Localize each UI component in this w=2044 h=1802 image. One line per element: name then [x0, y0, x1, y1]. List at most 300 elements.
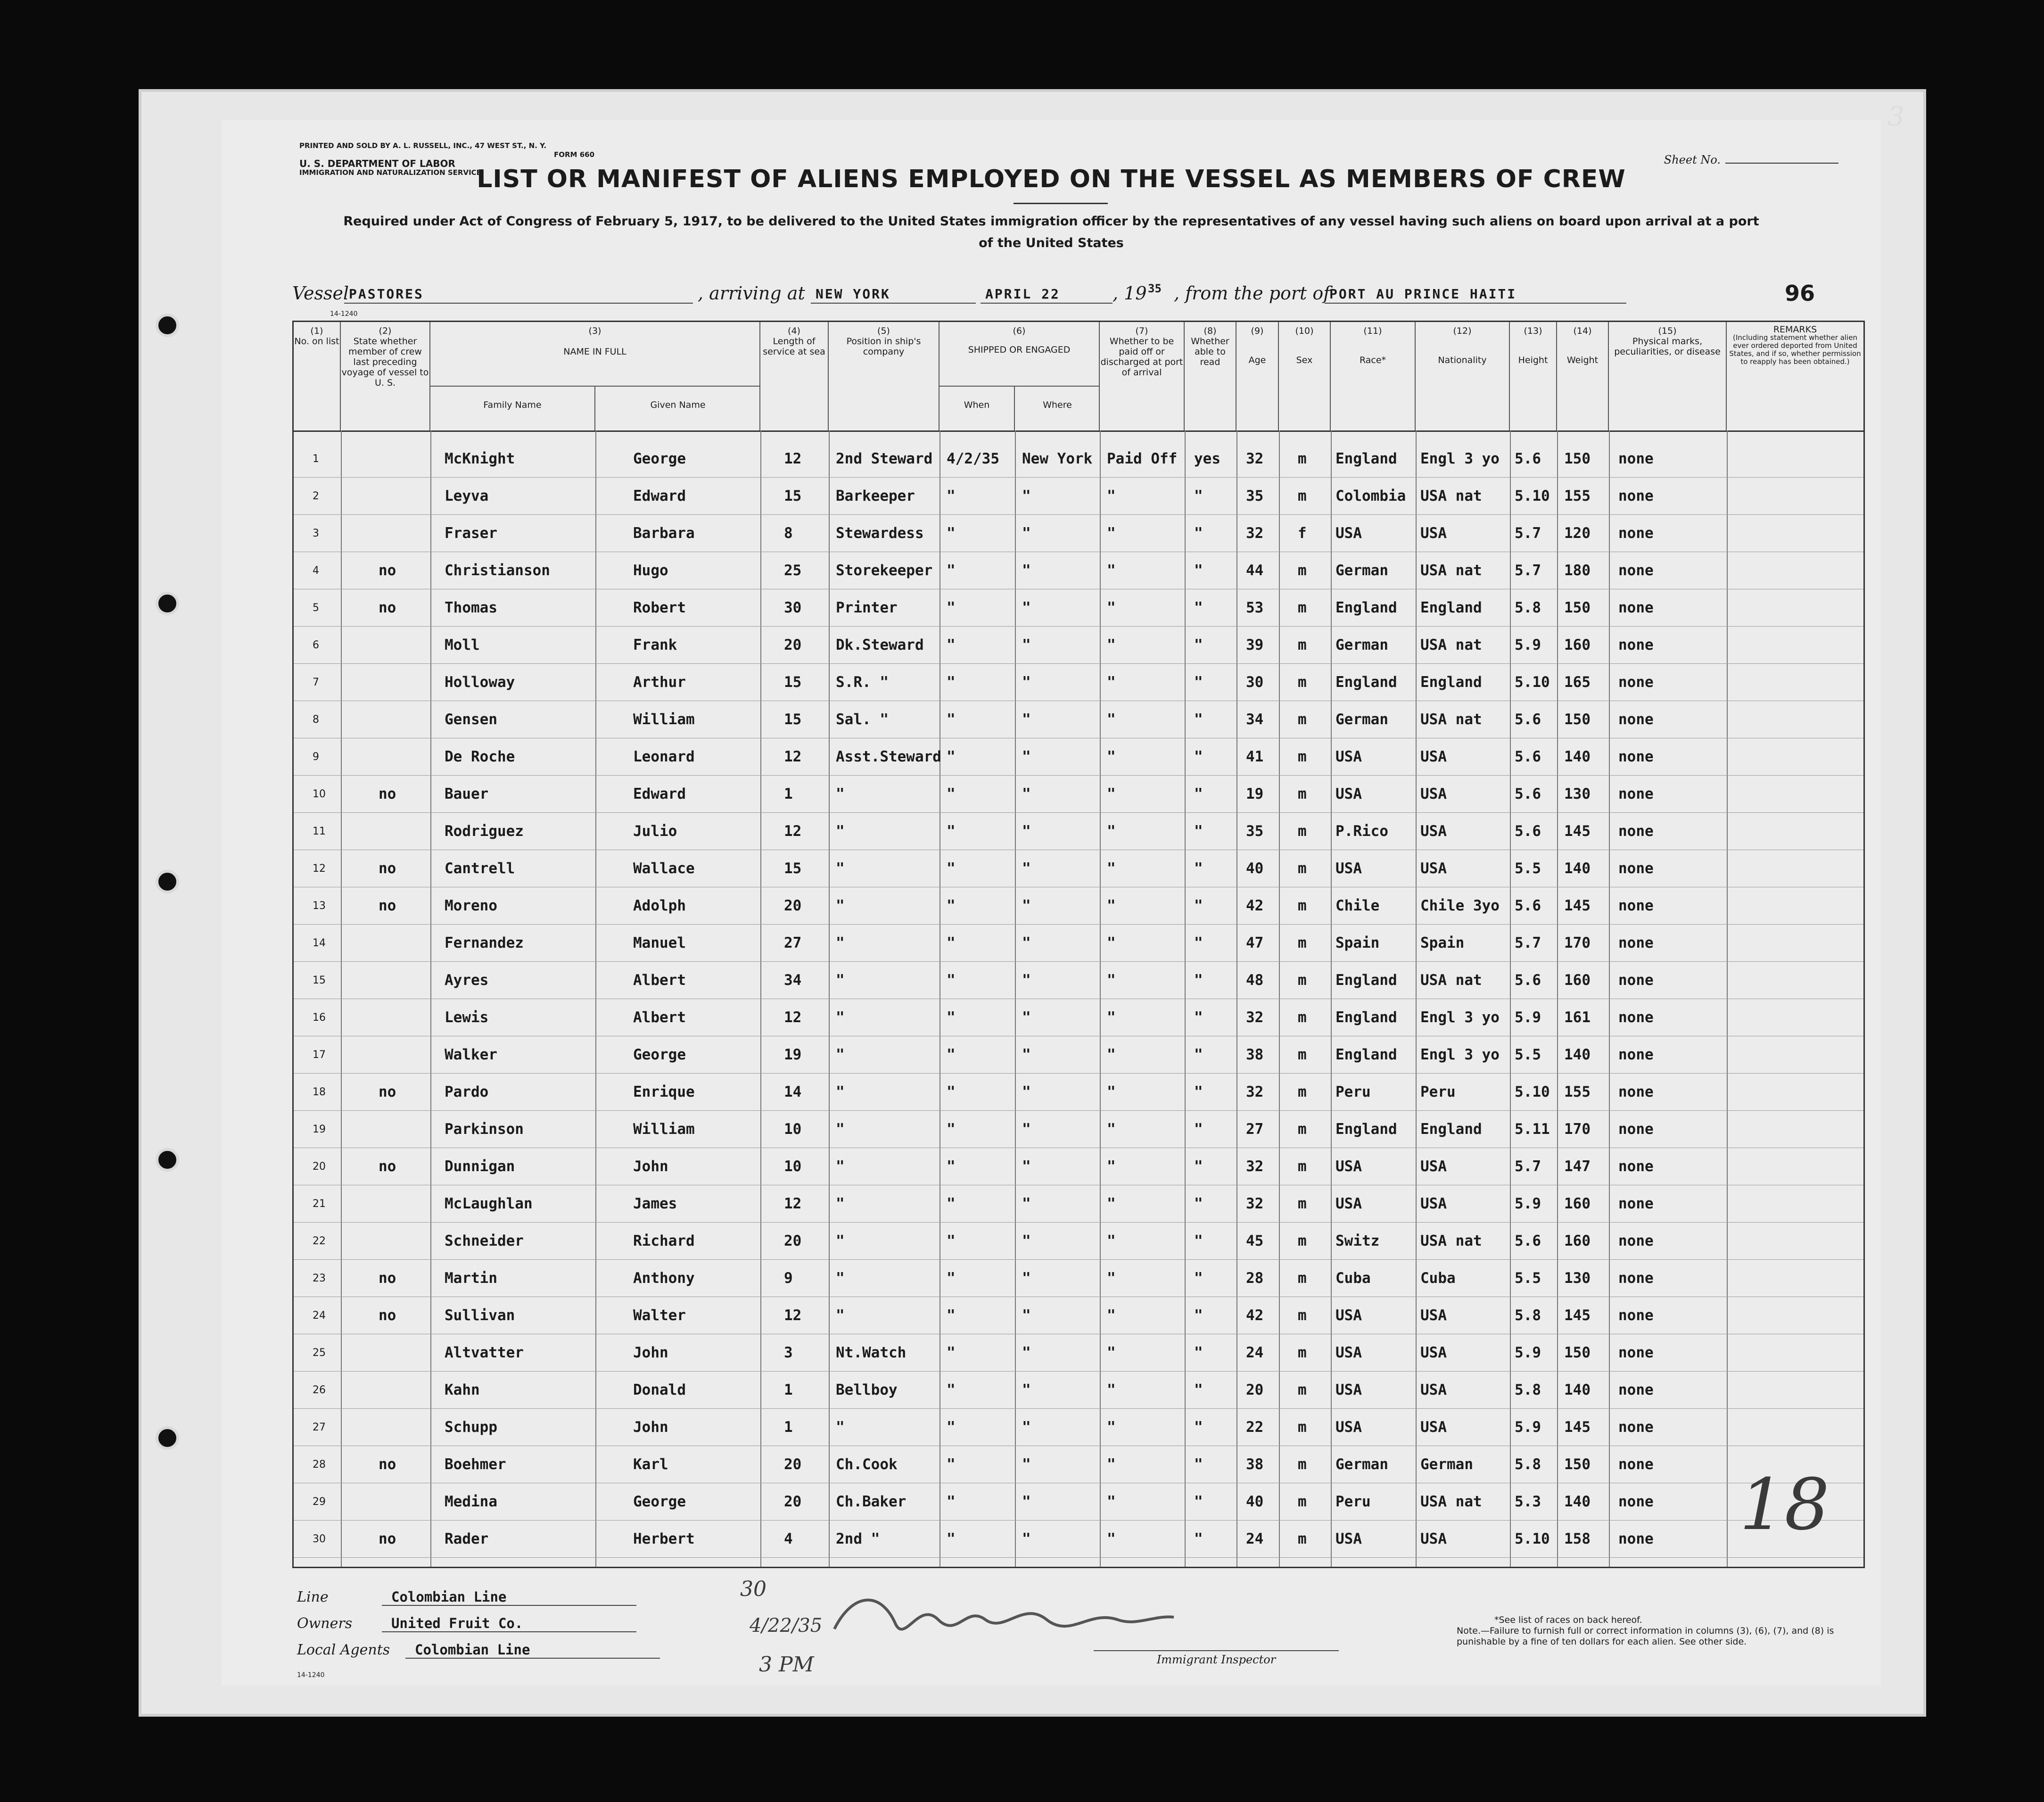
cell-sex: m: [1298, 1046, 1307, 1063]
cell-physical-marks: none: [1618, 599, 1654, 616]
cell-sex: m: [1298, 1270, 1307, 1287]
cell-physical-marks: none: [1618, 785, 1654, 802]
cell-row-number: 28: [313, 1459, 326, 1471]
cell-service-length: 12: [784, 1307, 802, 1324]
cell-race: USA: [1335, 1381, 1362, 1398]
cell-given-name: Julio: [633, 823, 677, 840]
cell-weight: 160: [1564, 972, 1591, 989]
cell-sex: m: [1298, 934, 1307, 951]
cell-given-name: Albert: [633, 972, 686, 989]
cell-race: USA: [1335, 1195, 1362, 1212]
cell-shipped-where: ": [1022, 711, 1031, 728]
cell-age: 19: [1246, 785, 1264, 802]
cell-paid-off: ": [1107, 972, 1116, 989]
cell-nationality: USA: [1420, 1381, 1447, 1398]
arriving-label: , arriving at: [698, 283, 805, 304]
cell-height: 5.6: [1515, 1232, 1541, 1249]
line-value: Colombian Line: [382, 1589, 636, 1606]
cell-sex: m: [1298, 1493, 1307, 1510]
cell-shipped-when: ": [947, 860, 956, 877]
cell-shipped-when: ": [947, 897, 956, 914]
cell-family-name: McKnight: [445, 450, 515, 467]
cell-paid-off: ": [1107, 674, 1116, 691]
cell-shipped-where: ": [1022, 1083, 1031, 1100]
cell-row-number: 15: [313, 975, 326, 986]
cell-family-name: Gensen: [445, 711, 497, 728]
cell-age: 40: [1246, 1493, 1264, 1510]
cell-age: 30: [1246, 674, 1264, 691]
cell-nationality: Spain: [1420, 934, 1465, 951]
cell-able-to-read: ": [1194, 562, 1203, 579]
cell-able-to-read: ": [1194, 599, 1203, 616]
cell-given-name: George: [633, 1046, 686, 1063]
cell-given-name: Frank: [633, 636, 677, 653]
cell-race: England: [1335, 450, 1397, 467]
cell-physical-marks: none: [1618, 1046, 1654, 1063]
cell-given-name: Anthony: [633, 1270, 695, 1287]
table-row: [294, 1148, 1863, 1183]
cell-family-name: Pardo: [445, 1083, 489, 1100]
cell-prev-voyage: no: [379, 1307, 396, 1324]
cell-position: ": [836, 1009, 845, 1026]
cell-service-length: 34: [784, 972, 802, 989]
cell-service-length: 20: [784, 1232, 802, 1249]
cell-height: 5.9: [1515, 636, 1541, 653]
cell-shipped-where: ": [1022, 934, 1031, 951]
cell-paid-off: ": [1107, 1307, 1116, 1324]
cell-service-length: 14: [784, 1083, 802, 1100]
cell-shipped-when: ": [947, 934, 956, 951]
col-physical-marks: (15) Physical marks, peculiarities, or disease: [1609, 322, 1727, 430]
cell-weight: 150: [1564, 599, 1591, 616]
cell-weight: 160: [1564, 636, 1591, 653]
cell-sex: m: [1298, 1195, 1307, 1212]
cell-age: 41: [1246, 748, 1264, 765]
cell-nationality: German: [1420, 1456, 1473, 1473]
cell-row-number: 29: [313, 1496, 326, 1508]
agents-label: Local Agents: [297, 1642, 390, 1658]
cell-paid-off: ": [1107, 748, 1116, 765]
cell-shipped-where: New York: [1022, 450, 1093, 467]
table-row: [294, 1371, 1863, 1407]
cell-given-name: Edward: [633, 785, 686, 802]
agents-value: Colombian Line: [405, 1642, 660, 1659]
table-row: [294, 1222, 1863, 1258]
cell-family-name: Ayres: [445, 972, 489, 989]
cell-height: 5.5: [1515, 1046, 1541, 1063]
cell-sex: m: [1298, 1232, 1307, 1249]
binder-hole: [156, 592, 179, 615]
table-row: [294, 1185, 1863, 1221]
cell-paid-off: ": [1107, 562, 1116, 579]
cell-shipped-when: ": [947, 1456, 956, 1473]
cell-weight: 158: [1564, 1530, 1591, 1547]
cell-shipped-where: ": [1022, 636, 1031, 653]
cell-weight: 170: [1564, 934, 1591, 951]
cell-sex: m: [1298, 599, 1307, 616]
cell-age: 45: [1246, 1232, 1264, 1249]
cell-age: 32: [1246, 525, 1264, 542]
cell-shipped-where: ": [1022, 897, 1031, 914]
cell-position: ": [836, 823, 845, 840]
cell-weight: 130: [1564, 1270, 1591, 1287]
cell-service-length: 15: [784, 860, 802, 877]
cell-sex: m: [1298, 1083, 1307, 1100]
cell-able-to-read: ": [1194, 1009, 1203, 1026]
cell-height: 5.6: [1515, 785, 1541, 802]
cell-nationality: England: [1420, 674, 1482, 691]
table-row: [294, 589, 1863, 625]
cell-age: 32: [1246, 1195, 1264, 1212]
cell-family-name: Sullivan: [445, 1307, 515, 1324]
cell-family-name: Dunnigan: [445, 1158, 515, 1175]
table-row: [294, 626, 1863, 662]
cell-nationality: Peru: [1420, 1083, 1456, 1100]
cell-able-to-read: ": [1194, 525, 1203, 542]
cell-age: 42: [1246, 897, 1264, 914]
cell-able-to-read: ": [1194, 1307, 1203, 1324]
cell-paid-off: ": [1107, 1083, 1116, 1100]
cell-weight: 150: [1564, 1456, 1591, 1473]
cell-nationality: Engl 3 yo: [1420, 450, 1500, 467]
cell-nationality: USA: [1420, 823, 1447, 840]
crew-table: [292, 321, 1865, 1568]
col-family-name: Family Name: [430, 386, 595, 430]
cell-row-number: 24: [313, 1310, 326, 1322]
cell-able-to-read: ": [1194, 1083, 1203, 1100]
cell-paid-off: ": [1107, 1195, 1116, 1212]
cell-physical-marks: none: [1618, 1195, 1654, 1212]
cell-able-to-read: ": [1194, 1344, 1203, 1361]
cell-race: USA: [1335, 1344, 1362, 1361]
margin-mark: 3: [1887, 101, 1904, 132]
cell-service-length: 12: [784, 1009, 802, 1026]
cell-weight: 150: [1564, 450, 1591, 467]
cell-sex: m: [1298, 1456, 1307, 1473]
table-row: [294, 1036, 1863, 1072]
cell-row-number: 17: [313, 1049, 326, 1061]
cell-family-name: Schneider: [445, 1232, 524, 1249]
cell-position: ": [836, 860, 845, 877]
table-row: [294, 887, 1863, 923]
cell-able-to-read: ": [1194, 934, 1203, 951]
sheet-number: 96: [1784, 281, 1815, 306]
cell-paid-off: ": [1107, 1344, 1116, 1361]
cell-weight: 150: [1564, 711, 1591, 728]
cell-able-to-read: ": [1194, 711, 1203, 728]
cell-paid-off: ": [1107, 1530, 1116, 1547]
cell-able-to-read: ": [1194, 488, 1203, 504]
cell-physical-marks: none: [1618, 1232, 1654, 1249]
cell-position: Nt.Watch: [836, 1344, 907, 1361]
cell-paid-off: ": [1107, 934, 1116, 951]
cell-shipped-where: ": [1022, 1381, 1031, 1398]
cell-race: USA: [1335, 1307, 1362, 1324]
cell-family-name: Lewis: [445, 1009, 489, 1026]
cell-nationality: USA nat: [1420, 972, 1482, 989]
cell-age: 53: [1246, 599, 1264, 616]
col-service: (4) Length of service at sea: [760, 322, 829, 430]
cell-height: 5.6: [1515, 450, 1541, 467]
cell-position: ": [836, 1158, 845, 1175]
cell-weight: 150: [1564, 1344, 1591, 1361]
cell-given-name: Karl: [633, 1456, 668, 1473]
cell-shipped-where: ": [1022, 488, 1031, 504]
cell-sex: m: [1298, 636, 1307, 653]
cell-height: 5.9: [1515, 1195, 1541, 1212]
vessel-line: [292, 278, 1848, 306]
year-prefix: , 19: [1113, 283, 1147, 304]
col-weight: (14) Weight: [1557, 322, 1609, 430]
cell-position: ": [836, 897, 845, 914]
cell-sex: m: [1298, 1307, 1307, 1324]
cell-family-name: Parkinson: [445, 1121, 524, 1138]
cell-row-number: 22: [313, 1235, 326, 1247]
cell-age: 24: [1246, 1344, 1264, 1361]
cell-position: ": [836, 1419, 845, 1436]
cell-position: ": [836, 1270, 845, 1287]
cell-service-length: 10: [784, 1121, 802, 1138]
cell-shipped-where: ": [1022, 1270, 1031, 1287]
cell-position: Bellboy: [836, 1381, 898, 1398]
cell-shipped-when: ": [947, 823, 956, 840]
cell-row-number: 4: [313, 565, 319, 577]
cell-physical-marks: none: [1618, 1419, 1654, 1436]
cell-shipped-where: ": [1022, 1419, 1031, 1436]
cell-weight: 140: [1564, 860, 1591, 877]
inspector-signature-line: Immigrant Inspector: [1094, 1650, 1339, 1666]
cell-sex: m: [1298, 1009, 1307, 1026]
cell-age: 42: [1246, 1307, 1264, 1324]
cell-prev-voyage: no: [379, 1158, 396, 1175]
cell-position: ": [836, 934, 845, 951]
cell-given-name: John: [633, 1419, 668, 1436]
cell-race: USA: [1335, 748, 1362, 765]
cell-sex: m: [1298, 562, 1307, 579]
cell-weight: 145: [1564, 823, 1591, 840]
cell-nationality: England: [1420, 599, 1482, 616]
cell-shipped-when: ": [947, 562, 956, 579]
cell-family-name: Rodriguez: [445, 823, 524, 840]
table-row: [294, 961, 1863, 997]
table-row: [294, 924, 1863, 960]
cell-race: England: [1335, 599, 1397, 616]
cell-nationality: England: [1420, 1121, 1482, 1138]
from-label: , from the port of: [1174, 283, 1330, 304]
cell-physical-marks: none: [1618, 1083, 1654, 1100]
cell-physical-marks: none: [1618, 1158, 1654, 1175]
cell-service-length: 15: [784, 488, 802, 504]
cell-physical-marks: none: [1618, 823, 1654, 840]
col-age: (9) Age: [1236, 322, 1279, 430]
cell-family-name: Christianson: [445, 562, 550, 579]
vessel-details: [297, 1589, 530, 1668]
cell-given-name: John: [633, 1158, 668, 1175]
cell-able-to-read: ": [1194, 1195, 1203, 1212]
cell-race: USA: [1335, 1158, 1362, 1175]
cell-race: Spain: [1335, 934, 1380, 951]
cell-physical-marks: none: [1618, 1530, 1654, 1547]
cell-family-name: Walker: [445, 1046, 497, 1063]
cell-service-length: 12: [784, 1195, 802, 1212]
cell-height: 5.8: [1515, 1456, 1541, 1473]
cell-able-to-read: ": [1194, 1493, 1203, 1510]
cell-race: England: [1335, 1009, 1397, 1026]
cell-nationality: Chile 3yo: [1420, 897, 1500, 914]
cell-given-name: William: [633, 1121, 695, 1138]
cell-height: 5.10: [1515, 1530, 1550, 1547]
cell-age: 35: [1246, 823, 1264, 840]
cell-weight: 155: [1564, 488, 1591, 504]
table-row: [294, 440, 1863, 476]
cell-row-number: 26: [313, 1384, 326, 1396]
cell-row-number: 23: [313, 1273, 326, 1284]
cell-family-name: Bauer: [445, 785, 489, 802]
cell-nationality: USA: [1420, 860, 1447, 877]
cell-position: Storekeeper: [836, 562, 933, 579]
cell-height: 5.6: [1515, 748, 1541, 765]
cell-age: 48: [1246, 972, 1264, 989]
cell-able-to-read: ": [1194, 1046, 1203, 1063]
page-subtitle: Required under Act of Congress of February 5, 1917, to be delivered to the United States immigration officer by the representatives of any vessel having such aliens on board upon arrival at a port of the United States: [343, 214, 1759, 250]
col-paid-off: (7) Whether to be paid off or discharged at port of arrival: [1100, 322, 1185, 430]
cell-row-number: 9: [313, 751, 319, 763]
cell-paid-off: ": [1107, 1493, 1116, 1510]
col-nationality: (12) Nationality: [1416, 322, 1510, 430]
cell-sex: m: [1298, 1381, 1307, 1398]
cell-physical-marks: none: [1618, 1344, 1654, 1361]
inspector-signature: [825, 1572, 1183, 1657]
table-row: [294, 1483, 1863, 1519]
table-row: [294, 1110, 1863, 1146]
cell-family-name: Fraser: [445, 525, 497, 542]
cell-row-number: 21: [313, 1198, 326, 1210]
cell-row-number: 13: [313, 900, 326, 912]
cell-prev-voyage: no: [379, 1083, 396, 1100]
cell-height: 5.9: [1515, 1419, 1541, 1436]
cell-race: USA: [1335, 1530, 1362, 1547]
cell-given-name: Manuel: [633, 934, 686, 951]
table-row: [294, 1073, 1863, 1109]
cell-row-number: 10: [313, 788, 326, 800]
cell-service-length: 10: [784, 1158, 802, 1175]
cell-weight: 161: [1564, 1009, 1591, 1026]
cell-row-number: 11: [313, 826, 326, 837]
cell-row-number: 7: [313, 677, 319, 688]
footnotes: [1457, 1615, 1881, 1647]
cell-nationality: USA nat: [1420, 562, 1482, 579]
table-row: [294, 552, 1863, 587]
table-row: [294, 999, 1863, 1034]
cell-service-length: 1: [784, 785, 793, 802]
cell-service-length: 12: [784, 748, 802, 765]
races-note: *See list of races on back hereof.: [1494, 1615, 1642, 1625]
cell-given-name: Hugo: [633, 562, 668, 579]
table-row: [294, 1520, 1863, 1556]
cell-family-name: Moreno: [445, 897, 497, 914]
cell-row-number: 19: [313, 1124, 326, 1135]
cell-physical-marks: none: [1618, 897, 1654, 914]
page-title: LIST OR MANIFEST OF ALIENS EMPLOYED ON THE VESSEL AS MEMBERS OF CREW: [477, 165, 1626, 193]
cell-sex: m: [1298, 1121, 1307, 1138]
cell-age: 39: [1246, 636, 1264, 653]
col-race: (11) Race*: [1331, 322, 1416, 430]
cell-nationality: USA nat: [1420, 488, 1482, 504]
cell-given-name: Walter: [633, 1307, 686, 1324]
cell-height: 5.3: [1515, 1493, 1541, 1510]
cell-family-name: Altvatter: [445, 1344, 524, 1361]
cell-prev-voyage: no: [379, 785, 396, 802]
cell-sex: m: [1298, 1419, 1307, 1436]
cell-able-to-read: ": [1194, 785, 1203, 802]
cell-nationality: USA: [1420, 1158, 1447, 1175]
cell-service-length: 19: [784, 1046, 802, 1063]
cell-race: USA: [1335, 860, 1362, 877]
cell-given-name: George: [633, 450, 686, 467]
cell-paid-off: ": [1107, 860, 1116, 877]
cell-given-name: Edward: [633, 488, 686, 504]
cell-able-to-read: ": [1194, 860, 1203, 877]
cell-paid-off: ": [1107, 897, 1116, 914]
form-number: FORM 660: [554, 150, 595, 159]
cell-row-number: 3: [313, 528, 319, 539]
cell-position: ": [836, 785, 845, 802]
cell-service-length: 4: [784, 1530, 793, 1547]
cell-service-length: 30: [784, 599, 802, 616]
sheet-no-field: [1664, 153, 1838, 166]
cell-race: England: [1335, 972, 1397, 989]
cell-physical-marks: none: [1618, 711, 1654, 728]
cell-position: 2nd ": [836, 1530, 880, 1547]
table-row: [294, 775, 1863, 811]
cell-weight: 140: [1564, 748, 1591, 765]
cell-paid-off: ": [1107, 1381, 1116, 1398]
cell-sex: m: [1298, 450, 1307, 467]
cell-weight: 130: [1564, 785, 1591, 802]
cell-race: USA: [1335, 1419, 1362, 1436]
cell-sex: m: [1298, 748, 1307, 765]
cell-paid-off: ": [1107, 1121, 1116, 1138]
cell-shipped-where: ": [1022, 748, 1031, 765]
cell-age: 32: [1246, 1083, 1264, 1100]
cell-paid-off: Paid Off: [1107, 450, 1178, 467]
cell-shipped-when: ": [947, 1195, 956, 1212]
cell-position: Dk.Steward: [836, 636, 924, 653]
cell-given-name: Wallace: [633, 860, 695, 877]
cell-height: 5.7: [1515, 1158, 1541, 1175]
cell-paid-off: ": [1107, 488, 1116, 504]
cell-sex: m: [1298, 860, 1307, 877]
cell-shipped-where: ": [1022, 1456, 1031, 1473]
cell-row-number: 18: [313, 1086, 326, 1098]
cell-prev-voyage: no: [379, 1456, 396, 1473]
cell-weight: 180: [1564, 562, 1591, 579]
cell-height: 5.6: [1515, 972, 1541, 989]
cell-row-number: 2: [313, 490, 319, 502]
cell-given-name: Barbara: [633, 525, 695, 542]
cell-position: Sal. ": [836, 711, 889, 728]
cell-height: 5.6: [1515, 897, 1541, 914]
cell-race: England: [1335, 674, 1397, 691]
cell-shipped-where: ": [1022, 1158, 1031, 1175]
cell-nationality: USA nat: [1420, 1232, 1482, 1249]
cell-shipped-where: ": [1022, 972, 1031, 989]
cell-age: 38: [1246, 1046, 1264, 1063]
cell-position: Ch.Baker: [836, 1493, 907, 1510]
cell-service-length: 9: [784, 1270, 793, 1287]
cell-height: 5.9: [1515, 1009, 1541, 1026]
cell-row-number: 27: [313, 1422, 326, 1433]
